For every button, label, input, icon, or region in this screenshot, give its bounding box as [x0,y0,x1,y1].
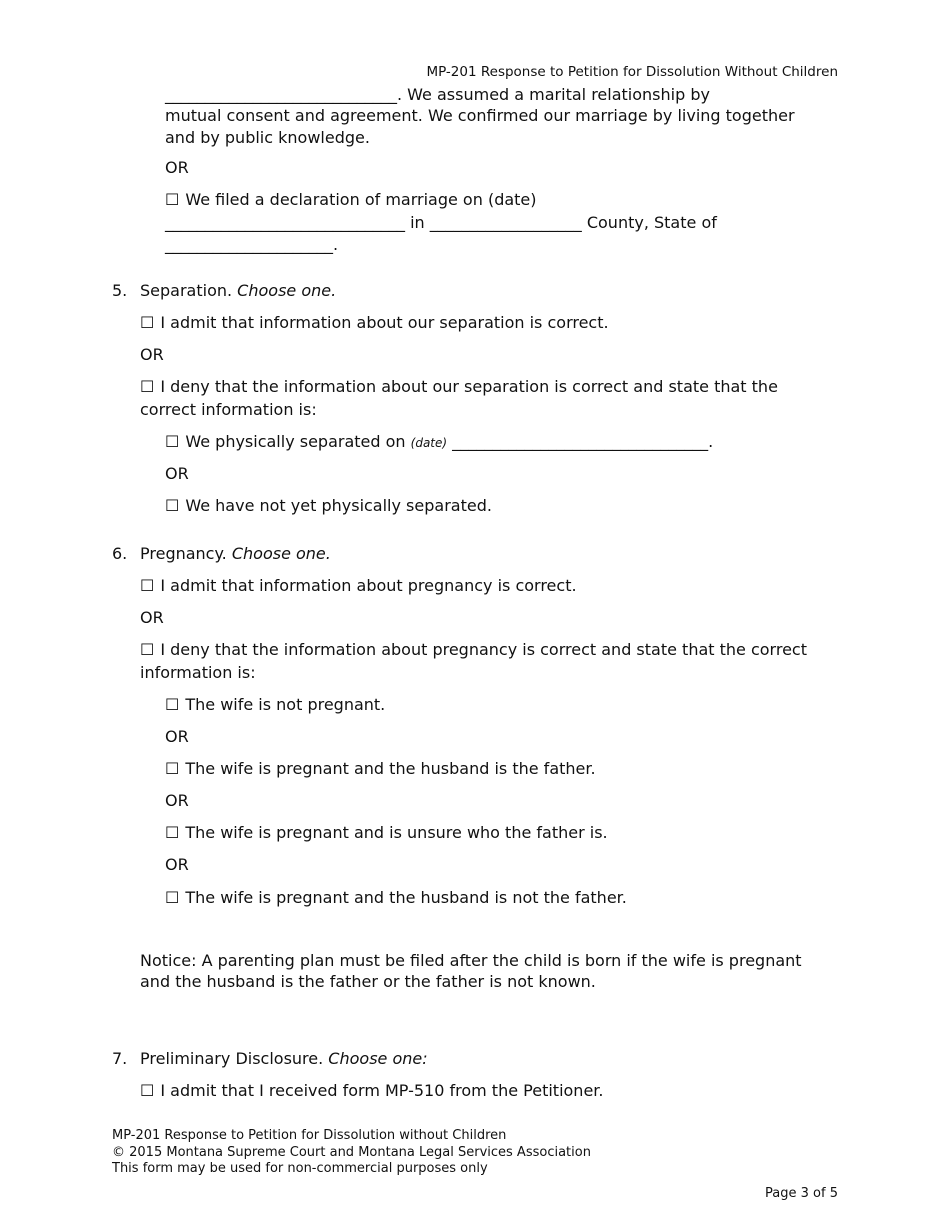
checkbox-icon[interactable]: ☐ [165,759,180,778]
or-separator: OR [165,791,189,810]
separation-deny-label: I deny that the information about our separation is correct and state that the [160,377,778,396]
checkbox-icon[interactable]: ☐ [165,496,180,515]
section-7-number: 7. [112,1049,128,1068]
checkbox-icon[interactable]: ☐ [165,695,180,714]
separation-deny-option [140,376,778,398]
section-5-instruction: Choose one. [237,281,337,300]
pregnancy-deny-label: I deny that the information about pregnancy is correct and state that the correct [160,640,807,659]
checkbox-icon[interactable]: ☐ [165,888,180,907]
marriage-line-1: _____________________________. We assumed a marital relationship by [165,85,710,104]
disclosure-admit-label: I admit that I received form MP-510 from the Petitioner. [160,1081,604,1100]
unsure-father-option [165,822,608,844]
footer-form-name: MP-201 Response to Petition for Dissolution without Children [112,1128,507,1143]
date-label: (date) [410,436,448,450]
declaration-option [165,189,537,211]
section-5-number: 5. [112,281,128,300]
separation-admit-label: I admit that information about our separation is correct. [160,313,609,332]
section-5-title: Separation. [140,281,233,300]
unsure-father-label: The wife is pregnant and is unsure who the father is. [185,823,608,842]
separation-deny-line-2: correct information is: [140,400,317,419]
not-father-label: The wife is pregnant and the husband is not the father. [185,888,627,907]
not-father-option [165,887,627,909]
header-title: MP-201 Response to Petition for Dissolution Without Children [426,64,838,80]
pregnancy-admit-option [140,575,577,597]
section-6-number: 6. [112,544,128,563]
section-7-title: Preliminary Disclosure. [140,1049,324,1068]
disclosure-admit-option [140,1080,603,1102]
section-6-heading [140,543,331,565]
not-pregnant-option [165,694,385,716]
footer-usage: This form may be used for non-commercial purposes only [112,1161,488,1176]
checkbox-icon[interactable]: ☐ [140,1081,155,1100]
pregnancy-deny-line-2: information is: [140,663,256,682]
or-separator: OR [140,608,164,627]
notice-line-2: and the husband is the father or the father is not known. [140,972,596,991]
notice-line-1: Notice: A parenting plan must be filed after the child is born if the wife is pregnant [140,951,802,970]
pregnancy-admit-label: I admit that information about pregnancy is correct. [160,576,577,595]
or-separator: OR [165,727,189,746]
marriage-line-3: and by public knowledge. [165,128,370,147]
separation-admit-option [140,312,609,334]
not-separated-option [165,495,492,517]
checkbox-icon[interactable]: ☐ [140,640,155,659]
marriage-line-2: mutual consent and agreement. We confirmed our marriage by living together [165,106,795,125]
declaration-line-3: _____________________. [165,235,339,254]
declaration-line-2: ______________________________ in ___________________ County, State of [165,213,717,232]
separated-on-option [165,431,713,454]
checkbox-icon[interactable]: ☐ [165,190,180,209]
husband-father-label: The wife is pregnant and the husband is the father. [185,759,596,778]
or-separator: OR [165,464,189,483]
section-6-title: Pregnancy. [140,544,227,563]
checkbox-icon[interactable]: ☐ [140,377,155,396]
pregnancy-deny-option [140,639,807,661]
separated-on-label: We physically separated on [185,432,406,451]
checkbox-icon[interactable]: ☐ [165,823,180,842]
section-6-instruction: Choose one. [231,544,331,563]
not-pregnant-label: The wife is not pregnant. [185,695,386,714]
section-7-heading [140,1048,428,1070]
not-separated-label: We have not yet physically separated. [185,496,492,515]
checkbox-icon[interactable]: ☐ [140,313,155,332]
or-separator: OR [165,158,189,177]
section-7-instruction: Choose one: [328,1049,428,1068]
or-separator: OR [140,345,164,364]
declaration-label: We filed a declaration of marriage on (date) [185,190,537,209]
husband-father-option [165,758,596,780]
page-number: Page 3 of 5 [765,1186,838,1201]
checkbox-icon[interactable]: ☐ [140,576,155,595]
or-separator: OR [165,855,189,874]
section-5-heading [140,280,336,302]
separation-date-blank[interactable]: ________________________________. [452,432,714,451]
checkbox-icon[interactable]: ☐ [165,432,180,451]
footer-copyright: © 2015 Montana Supreme Court and Montana Legal Services Association [112,1145,591,1160]
